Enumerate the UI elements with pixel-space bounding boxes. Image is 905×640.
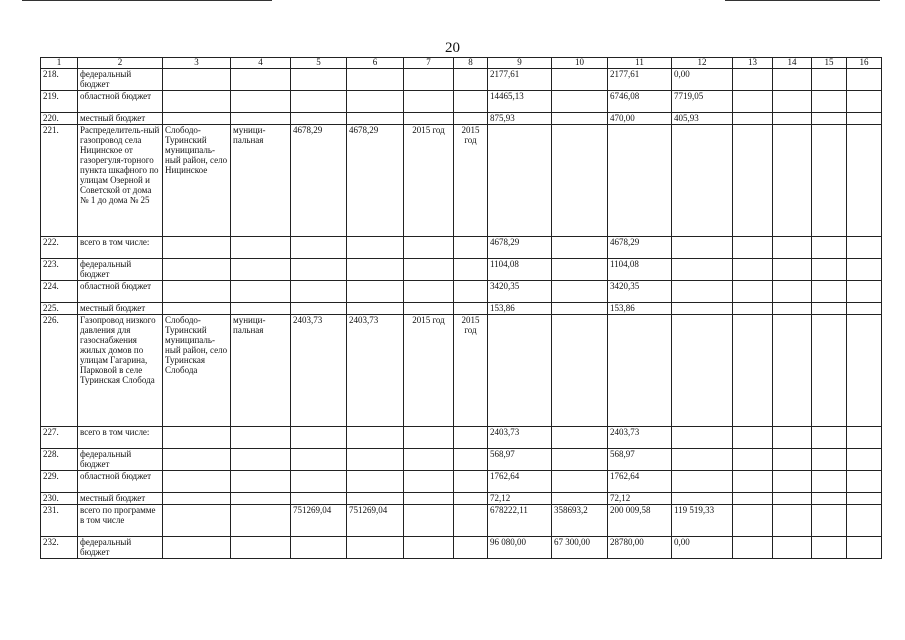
table-cell — [608, 125, 672, 237]
table-cell: 219. — [41, 91, 78, 113]
table-cell: 2403,73 — [488, 427, 552, 449]
table-cell — [404, 537, 454, 559]
table-cell — [488, 125, 552, 237]
table-cell — [812, 315, 847, 427]
table-cell — [847, 303, 882, 315]
table-cell: всего в том числе: — [78, 427, 163, 449]
table-cell — [672, 237, 733, 259]
table-cell — [163, 471, 231, 493]
table-cell: 1104,08 — [488, 259, 552, 281]
table-cell — [163, 427, 231, 449]
table-cell — [847, 91, 882, 113]
table-cell — [347, 303, 404, 315]
table-row — [41, 315, 882, 427]
table-cell — [773, 91, 812, 113]
table-cell — [404, 281, 454, 303]
table-cell — [231, 303, 291, 315]
table-cell — [812, 427, 847, 449]
column-header: 6 — [347, 58, 404, 69]
table-cell: 230. — [41, 493, 78, 505]
table-cell — [733, 281, 773, 303]
table-cell — [291, 427, 347, 449]
table-cell — [812, 113, 847, 125]
table-cell: 568,97 — [488, 449, 552, 471]
table-cell — [347, 259, 404, 281]
table-cell — [454, 303, 488, 315]
table-cell — [231, 91, 291, 113]
table-cell — [773, 69, 812, 91]
table-cell: 751269,04 — [291, 505, 347, 537]
table-cell — [672, 471, 733, 493]
table-cell — [404, 237, 454, 259]
table-cell — [733, 537, 773, 559]
table-cell — [733, 259, 773, 281]
table-cell — [231, 113, 291, 125]
table-cell: 220. — [41, 113, 78, 125]
table-cell — [733, 449, 773, 471]
table-cell — [231, 259, 291, 281]
top-rule-right — [725, 0, 880, 1]
table-cell: областной бюджет — [78, 471, 163, 493]
column-header: 2 — [78, 58, 163, 69]
table-cell: 4678,29 — [347, 125, 404, 237]
table-cell: 200 009,58 — [608, 505, 672, 537]
table-cell — [163, 281, 231, 303]
table-cell: 14465,13 — [488, 91, 552, 113]
table-cell — [404, 427, 454, 449]
table-cell: местный бюджет — [78, 113, 163, 125]
table-cell — [672, 125, 733, 237]
table-cell: 2403,73 — [347, 315, 404, 427]
table-row — [41, 449, 882, 471]
table-cell — [404, 493, 454, 505]
table-cell — [733, 125, 773, 237]
table-cell — [404, 471, 454, 493]
table-cell — [291, 69, 347, 91]
column-header: 1 — [41, 58, 78, 69]
table-cell: 2177,61 — [608, 69, 672, 91]
table-cell — [404, 303, 454, 315]
column-header: 13 — [733, 58, 773, 69]
table-cell — [847, 427, 882, 449]
table-row — [41, 281, 882, 303]
table-cell: 224. — [41, 281, 78, 303]
table-cell — [347, 427, 404, 449]
table-cell — [552, 449, 608, 471]
table-cell: 3420,35 — [608, 281, 672, 303]
table-cell — [847, 237, 882, 259]
table-cell: всего по программе в том числе — [78, 505, 163, 537]
table-cell: 221. — [41, 125, 78, 237]
table-cell — [672, 493, 733, 505]
data-table — [40, 57, 882, 559]
table-cell: областной бюджет — [78, 91, 163, 113]
table-cell: 875,93 — [488, 113, 552, 125]
table-cell — [291, 537, 347, 559]
table-cell: муници-пальная — [231, 125, 291, 237]
table-cell — [231, 237, 291, 259]
table-cell — [812, 505, 847, 537]
table-cell: 2015 год — [454, 125, 488, 237]
table-cell — [672, 303, 733, 315]
table-cell: 2177,61 — [488, 69, 552, 91]
table-cell — [773, 125, 812, 237]
table-cell: 67 300,00 — [552, 537, 608, 559]
table-cell: 2015 год — [404, 125, 454, 237]
table-cell — [733, 493, 773, 505]
table-cell: 227. — [41, 427, 78, 449]
table-cell — [231, 493, 291, 505]
table-cell — [552, 125, 608, 237]
table-cell — [291, 449, 347, 471]
table-cell — [847, 471, 882, 493]
table-cell: 225. — [41, 303, 78, 315]
table-cell — [773, 493, 812, 505]
table-cell — [847, 493, 882, 505]
table-cell — [773, 537, 812, 559]
table-cell: 226. — [41, 315, 78, 427]
table-cell — [347, 281, 404, 303]
table-cell: 2015 год — [404, 315, 454, 427]
table-cell — [454, 237, 488, 259]
table-cell — [847, 69, 882, 91]
table-cell — [231, 471, 291, 493]
table-cell — [552, 493, 608, 505]
table-cell — [454, 493, 488, 505]
table-cell: 72,12 — [608, 493, 672, 505]
table-cell — [847, 281, 882, 303]
table-cell — [454, 259, 488, 281]
table-cell: 28780,00 — [608, 537, 672, 559]
column-header: 8 — [454, 58, 488, 69]
table-cell — [454, 471, 488, 493]
table-cell — [404, 69, 454, 91]
table-cell — [291, 303, 347, 315]
column-header: 7 — [404, 58, 454, 69]
table-cell — [163, 259, 231, 281]
top-rule-left — [22, 0, 272, 1]
table-cell: Распределитель-ный газопровод села Ницинское от газорегуля-торного пункта шкафного по улицам Озерной и Советской от дома № 1 до дома № 25 — [78, 125, 163, 237]
page-number: 20 — [445, 40, 460, 56]
table-cell — [552, 237, 608, 259]
table-cell: 153,86 — [488, 303, 552, 315]
table-cell: 1104,08 — [608, 259, 672, 281]
table-cell — [733, 69, 773, 91]
table-cell — [733, 113, 773, 125]
table-cell: 218. — [41, 69, 78, 91]
table-row — [41, 537, 882, 559]
table-cell — [672, 259, 733, 281]
table-cell — [404, 505, 454, 537]
table-cell — [163, 493, 231, 505]
table-cell — [552, 281, 608, 303]
table-cell — [404, 449, 454, 471]
table-cell: 2015 год — [454, 315, 488, 427]
table-cell — [552, 315, 608, 427]
column-header: 10 — [552, 58, 608, 69]
table-cell — [847, 315, 882, 427]
table-cell — [347, 449, 404, 471]
table-cell — [347, 91, 404, 113]
table-cell: 2403,73 — [291, 315, 347, 427]
table-cell: 4678,29 — [291, 125, 347, 237]
table-cell — [404, 259, 454, 281]
table-cell: 96 080,00 — [488, 537, 552, 559]
table-cell — [812, 237, 847, 259]
table-cell — [733, 315, 773, 427]
table-cell: 7719,05 — [672, 91, 733, 113]
table-cell — [404, 91, 454, 113]
table-cell — [773, 505, 812, 537]
table-row — [41, 303, 882, 315]
table-cell: областной бюджет — [78, 281, 163, 303]
table-cell: 228. — [41, 449, 78, 471]
table-row — [41, 237, 882, 259]
table-cell — [812, 493, 847, 505]
table-row — [41, 493, 882, 505]
table-cell: местный бюджет — [78, 493, 163, 505]
table-cell — [552, 471, 608, 493]
column-header: 5 — [291, 58, 347, 69]
table-cell — [812, 449, 847, 471]
table-row — [41, 113, 882, 125]
table-cell — [812, 537, 847, 559]
table-cell — [608, 315, 672, 427]
table-cell — [347, 537, 404, 559]
table-cell — [773, 237, 812, 259]
table-cell — [231, 427, 291, 449]
table-cell: 1762,64 — [608, 471, 672, 493]
table-cell — [231, 505, 291, 537]
table-row — [41, 259, 882, 281]
table-cell — [733, 303, 773, 315]
table-cell: 229. — [41, 471, 78, 493]
table-cell — [773, 471, 812, 493]
table-cell: 1762,64 — [488, 471, 552, 493]
table-cell — [163, 69, 231, 91]
table-cell: Слободо-Туринский муниципаль-ный район, село Туринская Слобода — [163, 315, 231, 427]
table-cell — [291, 113, 347, 125]
table-cell — [847, 125, 882, 237]
column-header: 4 — [231, 58, 291, 69]
table-cell: 223. — [41, 259, 78, 281]
table-cell: 72,12 — [488, 493, 552, 505]
table-cell — [773, 303, 812, 315]
column-header: 15 — [812, 58, 847, 69]
header-row — [41, 58, 882, 69]
table-row — [41, 471, 882, 493]
column-header: 3 — [163, 58, 231, 69]
table-cell — [552, 303, 608, 315]
table-cell — [773, 315, 812, 427]
table-cell — [672, 281, 733, 303]
table-cell — [488, 315, 552, 427]
table-cell — [231, 69, 291, 91]
table-cell — [812, 91, 847, 113]
table-cell — [773, 427, 812, 449]
table-cell — [733, 237, 773, 259]
table-cell — [552, 427, 608, 449]
table-cell — [347, 237, 404, 259]
table-cell — [672, 449, 733, 471]
table-cell — [231, 281, 291, 303]
table-cell — [291, 259, 347, 281]
table-cell — [163, 449, 231, 471]
table-cell — [733, 471, 773, 493]
table-cell — [552, 259, 608, 281]
column-header: 11 — [608, 58, 672, 69]
table-cell — [454, 69, 488, 91]
table-cell: 222. — [41, 237, 78, 259]
table-cell — [812, 125, 847, 237]
table-cell: федеральный бюджет — [78, 259, 163, 281]
table-cell — [773, 113, 812, 125]
table-row — [41, 505, 882, 537]
table-row — [41, 427, 882, 449]
table-cell — [231, 537, 291, 559]
table-cell — [454, 505, 488, 537]
table-cell — [552, 69, 608, 91]
table-cell — [812, 471, 847, 493]
table-cell: муници-пальная — [231, 315, 291, 427]
table-cell: 470,00 — [608, 113, 672, 125]
table-cell — [454, 449, 488, 471]
table-cell: 4678,29 — [488, 237, 552, 259]
table-cell — [773, 281, 812, 303]
table-cell — [552, 113, 608, 125]
table-cell: 751269,04 — [347, 505, 404, 537]
table-cell — [552, 91, 608, 113]
table-cell: 4678,29 — [608, 237, 672, 259]
table-cell — [773, 259, 812, 281]
table-cell — [291, 471, 347, 493]
table-cell: федеральный бюджет — [78, 537, 163, 559]
table-cell — [163, 113, 231, 125]
table-cell — [163, 91, 231, 113]
table-cell: 119 519,33 — [672, 505, 733, 537]
table-cell — [347, 493, 404, 505]
table-cell — [773, 449, 812, 471]
table-cell: всего в том числе: — [78, 237, 163, 259]
table-cell — [733, 91, 773, 113]
table-cell — [672, 427, 733, 449]
column-header: 16 — [847, 58, 882, 69]
table-cell — [733, 505, 773, 537]
column-header: 12 — [672, 58, 733, 69]
table-cell — [163, 505, 231, 537]
column-header: 14 — [773, 58, 812, 69]
table-cell — [404, 113, 454, 125]
table-row — [41, 91, 882, 113]
table-cell: 153,86 — [608, 303, 672, 315]
table-cell: 231. — [41, 505, 78, 537]
table-cell: Газопровод низкого давления для газоснабжения жилых домов по улицам Гагарина, Парковой в селе Туринская Слобода — [78, 315, 163, 427]
table-cell — [291, 237, 347, 259]
table-cell: федеральный бюджет — [78, 69, 163, 91]
table-cell — [812, 259, 847, 281]
table-cell — [672, 315, 733, 427]
table-cell: 678222,11 — [488, 505, 552, 537]
table-cell — [291, 91, 347, 113]
table-row — [41, 69, 882, 91]
table-cell — [847, 449, 882, 471]
table-cell — [347, 471, 404, 493]
table-cell — [291, 493, 347, 505]
table-cell — [291, 281, 347, 303]
table-cell — [733, 427, 773, 449]
table-cell — [847, 259, 882, 281]
table-cell — [454, 91, 488, 113]
table-cell: Слободо-Туринский муниципаль-ный район, село Ницинское — [163, 125, 231, 237]
table-cell: 0,00 — [672, 69, 733, 91]
table-cell — [454, 281, 488, 303]
table-cell — [847, 113, 882, 125]
table-cell — [454, 113, 488, 125]
table-cell: 3420,35 — [488, 281, 552, 303]
table-cell — [231, 449, 291, 471]
table-cell — [847, 505, 882, 537]
column-header: 9 — [488, 58, 552, 69]
table-cell — [347, 69, 404, 91]
table-cell: 405,93 — [672, 113, 733, 125]
table-cell: 358693,2 — [552, 505, 608, 537]
table-cell — [454, 537, 488, 559]
table-cell — [454, 427, 488, 449]
table-row — [41, 125, 882, 237]
table-cell: 2403,73 — [608, 427, 672, 449]
table-cell: местный бюджет — [78, 303, 163, 315]
table-cell — [812, 303, 847, 315]
table-cell: 568,97 — [608, 449, 672, 471]
table-cell: 232. — [41, 537, 78, 559]
table-cell: 0,00 — [672, 537, 733, 559]
table-cell — [163, 537, 231, 559]
table-cell — [812, 69, 847, 91]
table-cell: федеральный бюджет — [78, 449, 163, 471]
table-cell — [812, 281, 847, 303]
table-cell — [163, 237, 231, 259]
table-cell — [163, 303, 231, 315]
table-cell — [347, 113, 404, 125]
table-cell: 6746,08 — [608, 91, 672, 113]
table-cell — [847, 537, 882, 559]
